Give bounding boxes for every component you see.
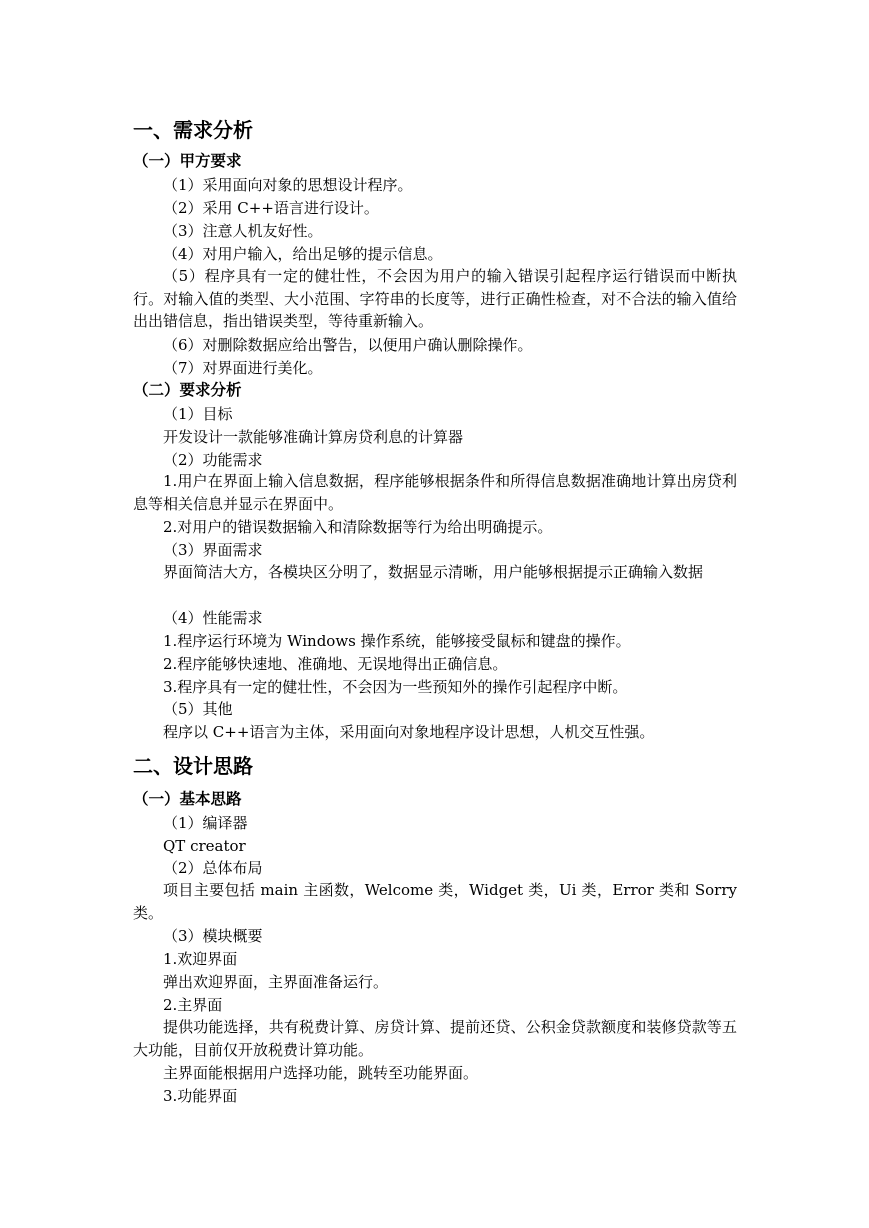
client-req-item-2: （2）采用 C++语言进行设计。: [163, 199, 379, 217]
design-line-layout-heading: （2）总体布局: [163, 859, 263, 877]
req-analysis-line-goal-text: 开发设计一款能够准确计算房贷利息的计算器: [163, 428, 464, 446]
section-heading-requirements: 一、需求分析: [133, 118, 253, 142]
req-analysis-line-other-text: 程序以 C++语言为主体，采用面向对象地程序设计思想，人机交互性强。: [163, 723, 655, 741]
client-req-item-3: （3）注意人机友好性。: [163, 222, 323, 240]
design-line-main-text-2: 主界面能根据用户选择功能，跳转至功能界面。: [163, 1064, 479, 1082]
req-analysis-line-perf-2: 2.程序能够快速地、准确地、无误地得出正确信息。: [163, 655, 508, 673]
req-analysis-line-perf-1: 1.程序运行环境为 Windows 操作系统，能够接受鼠标和键盘的操作。: [163, 632, 631, 650]
client-req-item-1: （1）采用面向对象的思想设计程序。: [163, 176, 413, 194]
client-req-item-6: （6）对删除数据应给出警告，以便用户确认删除操作。: [163, 336, 533, 354]
req-analysis-line-goal-heading: （1）目标: [163, 405, 233, 423]
design-line-main-text-1: 提供功能选择，共有税费计算、房贷计算、提前还贷、公积金贷款额度和装修贷款等五大功能，目前仅开放税费计算功能。: [133, 1018, 737, 1059]
design-line-compiler-text: QT creator: [163, 837, 246, 855]
design-line-function-ui-heading: 3.功能界面: [163, 1087, 238, 1105]
subsection-heading-basic-approach: （一）基本思路: [133, 790, 242, 808]
client-req-item-4: （4）对用户输入，给出足够的提示信息。: [163, 245, 443, 263]
design-line-compiler-heading: （1）编译器: [163, 814, 248, 832]
design-line-modules-heading: （3）模块概要: [163, 927, 263, 945]
req-analysis-line-other-heading: （5）其他: [163, 700, 233, 718]
req-analysis-line-ui-text: 界面简洁大方，各模块区分明了，数据显示清晰，用户能够根据提示正确输入数据: [163, 563, 704, 581]
design-line-layout-text: 项目主要包括 main 主函数，Welcome 类，Widget 类，Ui 类，Error 类和 Sorry 类。: [133, 881, 737, 922]
section-heading-design: 二、设计思路: [133, 754, 253, 778]
req-analysis-line-function-heading: （2）功能需求: [163, 451, 263, 469]
client-req-item-7: （7）对界面进行美化。: [163, 359, 323, 377]
req-analysis-line-function-2: 2.对用户的错误数据输入和清除数据等行为给出明确提示。: [163, 518, 553, 536]
design-line-welcome-text: 弹出欢迎界面，主界面准备运行。: [163, 973, 389, 991]
design-line-welcome-heading: 1.欢迎界面: [163, 950, 238, 968]
client-req-item-5: （5）程序具有一定的健壮性，不会因为用户的输入错误引起程序运行错误而中断执行。对输入值的类型、大小范围、字符串的长度等，进行正确性检查，对不合法的输入值给出出错信息，指出错误类型，等待重新输入。: [133, 267, 737, 330]
subsection-heading-requirement-analysis: （二）要求分析: [133, 381, 242, 399]
req-analysis-line-perf-3: 3.程序具有一定的健壮性，不会因为一些预知外的操作引起程序中断。: [163, 678, 628, 696]
req-analysis-line-function-1: 1.用户在界面上输入信息数据，程序能够根据条件和所得信息数据准确地计算出房贷利息等相关信息并显示在界面中。: [133, 472, 737, 513]
req-analysis-line-ui-heading: （3）界面需求: [163, 541, 263, 559]
req-analysis-line-perf-heading: （4）性能需求: [163, 609, 263, 627]
design-line-main-heading: 2.主界面: [163, 996, 223, 1014]
subsection-heading-client-requirements: （一）甲方要求: [133, 152, 242, 170]
